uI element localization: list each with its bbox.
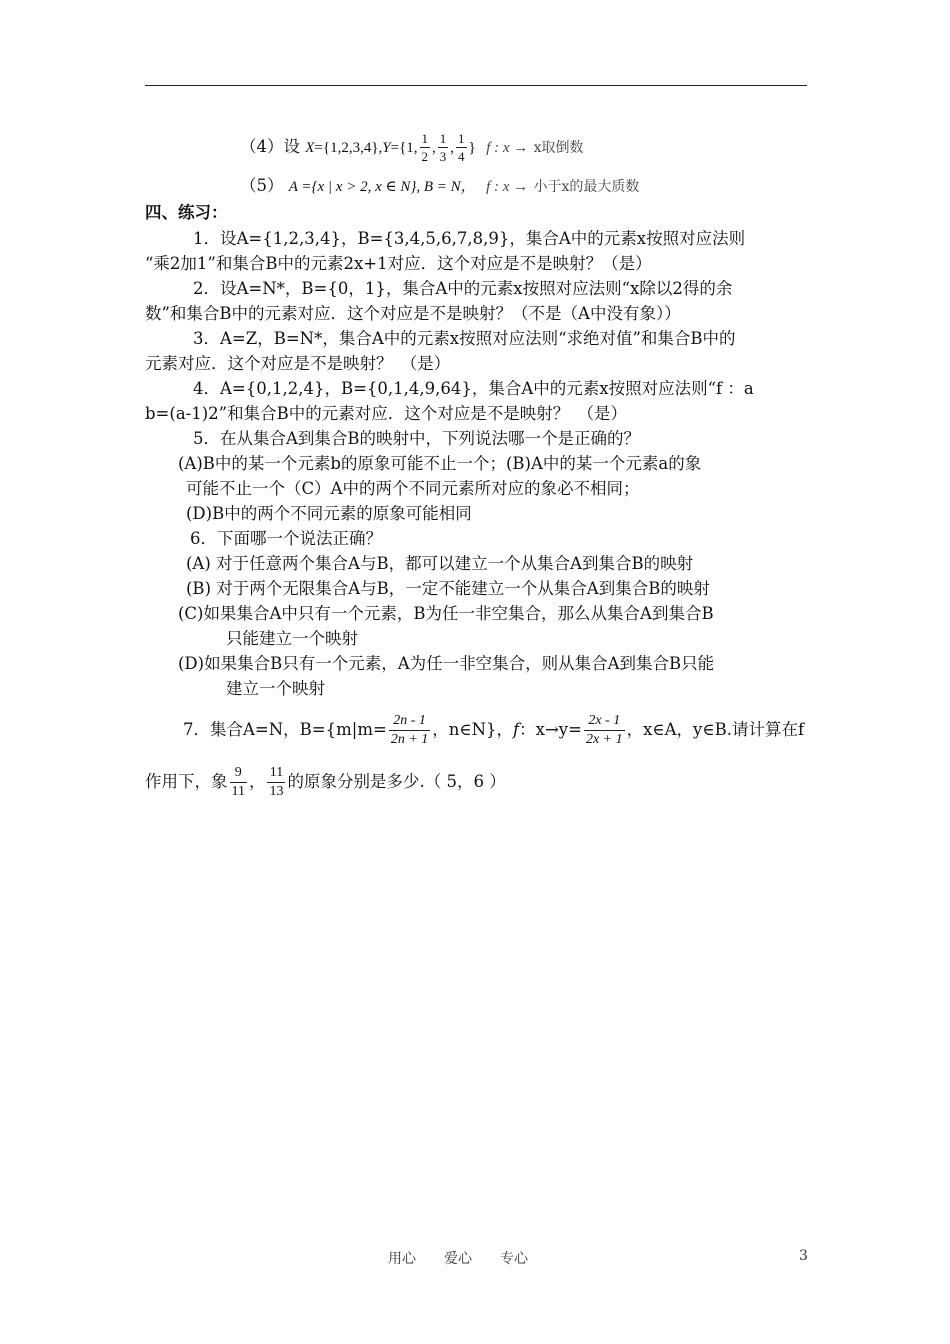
question-6-option-a: (A) 对于任意两个集合A与B，都可以建立一个从集合A到集合B的映射	[186, 554, 694, 573]
example-4: （4）设 X={1,2,3,4},Y={1, $\frac{1}{2}$ , $\frac{1}{3}$ , $\frac{1}{4}$ } f : x → x取倒数	[240, 131, 584, 164]
question-6-stem: 6．下面哪一个说法正确？	[190, 529, 382, 548]
q7-part-2: ，n∈N}，	[432, 720, 514, 739]
question-3-line-1: 3．A=Z，B=N*，集合A中的元素x按照对应法则“求绝对值”和集合B中的	[193, 329, 736, 348]
mapping-f: f : x →	[486, 140, 529, 156]
example-4-num: （4）设	[240, 137, 300, 156]
fraction-11-13: $\frac{11}{13}$	[269, 765, 284, 799]
question-3-line-2: 元素对应．这个对应是不是映射？ （是）	[145, 354, 451, 373]
q7-part-4: ，x∈A，y∈B.请计算在f	[626, 720, 805, 739]
question-6-option-c-line-2: 只能建立一个映射	[226, 629, 358, 648]
question-7-line-2	[145, 766, 506, 799]
q7-line2-c: 的原象分别是多少.（ 5，6 ）	[287, 772, 506, 791]
example-5-num: （5）	[240, 176, 284, 195]
question-6-option-b: (B) 对于两个无限集合A与B，一定不能建立一个从集合A到集合B的映射	[186, 579, 710, 598]
question-5-stem: 5．在从集合A到集合B的映射中，下列说法哪一个是正确的？	[193, 429, 641, 448]
set-x-name: X	[305, 140, 315, 156]
question-1-line-2: “乘2加1”和集合B中的元素2x+1对应．这个对应是不是映射？（是）	[145, 254, 652, 273]
example-5	[240, 174, 639, 199]
set-y-suffix: }	[468, 140, 476, 156]
mapping-rule: x取倒数	[533, 140, 584, 156]
mapping-rule: 小于x的最大质数	[533, 179, 640, 195]
q7-line2-b: ，	[248, 772, 266, 791]
q7-part-3: ：x→y=	[519, 720, 582, 739]
question-2-line-2: 数”和集合B中的元素对应．这个对应是不是映射？（不是（A中没有象））	[145, 304, 681, 323]
set-y-prefix: ={1,	[390, 140, 418, 156]
fraction-1-4: $\frac{1}{4}$	[458, 131, 465, 164]
fraction-1-3: $\frac{1}{3}$	[439, 131, 447, 164]
mapping-f: f : x →	[486, 179, 529, 195]
question-6-option-d-line-2: 建立一个映射	[226, 679, 325, 698]
fraction-2x-1-over-2x+1: $\frac{2x - 1}{2x + 1}$	[585, 713, 623, 747]
set-y-name: Y	[382, 140, 391, 156]
page-number: 3	[799, 1248, 808, 1264]
section-title: 四、练习：	[145, 203, 228, 222]
set-a-def: A ={x | x > 2, x ∈ N}, B = N，	[288, 179, 476, 195]
question-1-line-1: 1．设A={1,2,3,4}，B={3,4,5,6,7,8,9}，集合A中的元素x按照对应法则	[193, 229, 746, 248]
question-5-option-line-2: 可能不止一个（C）A中的两个不同元素所对应的象必不相同；	[186, 479, 640, 498]
q7-f: f	[513, 720, 520, 739]
question-6-option-d-line-1: (D)如果集合B只有一个元素，A为任一非空集合，则从集合A到集合B只能	[178, 654, 715, 673]
fraction-1-2: $\frac{1}{2}$	[421, 131, 429, 164]
set-x-value: ={1,2,3,4},	[314, 140, 383, 156]
question-2-line-1: 2．设A=N*，B={0，1}，集合A中的元素x按照对应法则“x除以2得的余	[193, 279, 733, 298]
question-4-line-1: 4．A={0,1,2,4}，B={0,1,4,9,64}，集合A中的元素x按照对应法则“f ：a	[193, 379, 754, 398]
q7-part-1: 7．集合A=N，B={m|m=	[183, 720, 387, 739]
question-7-line-1	[183, 714, 804, 747]
question-4-line-2: b=(a-1)2”和集合B中的元素对应．这个对应是不是映射？ （是）	[145, 404, 627, 423]
question-5-option-line-3: (D)B中的两个不同元素的原象可能相同	[186, 504, 472, 523]
fraction-2n-1-over-2n+1: $\frac{2n - 1}{2n + 1}$	[390, 713, 429, 747]
q7-line2-a: 作用下，象	[145, 772, 228, 791]
question-5-option-line-1: (A)B中的某一个元素b的原象可能不止一个；(B)A中的某一个元素a的象	[178, 454, 702, 473]
header-rule	[145, 85, 807, 86]
footer-slogan: 用心 爱心 专心	[388, 1251, 528, 1267]
fraction-9-11: $\frac{9}{11}$	[231, 765, 245, 799]
question-6-option-c-line-1: (C)如果集合A中只有一个元素，B为任一非空集合，那么从集合A到集合B	[178, 604, 714, 623]
